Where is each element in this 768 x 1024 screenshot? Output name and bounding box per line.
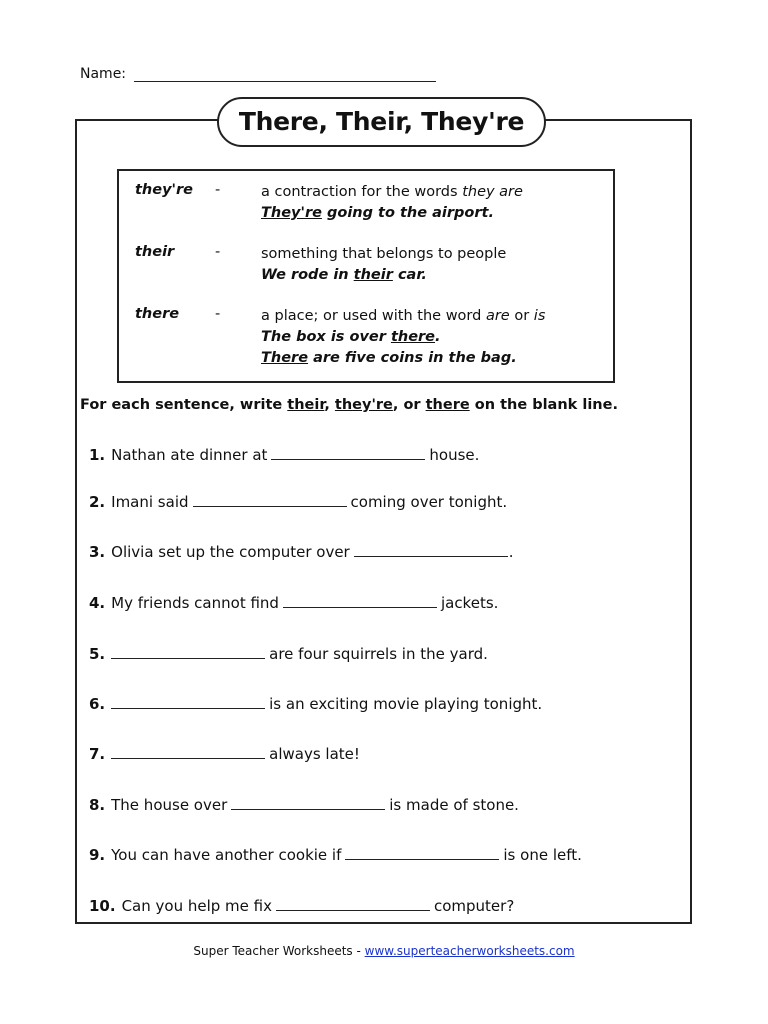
definition-dash: - xyxy=(215,244,221,260)
footer-text: Super Teacher Worksheets - xyxy=(193,944,365,958)
answer-blank[interactable] xyxy=(345,847,499,860)
question-5: 5. are four squirrels in the yard. xyxy=(89,645,488,663)
question-1: 1. Nathan ate dinner at house. xyxy=(89,446,480,464)
answer-blank[interactable] xyxy=(231,797,385,810)
footer xyxy=(0,944,768,958)
question-4: 4. My friends cannot find jackets. xyxy=(89,594,499,612)
worksheet-title: There, Their, They're xyxy=(217,97,546,147)
question-8: 8. The house over is made of stone. xyxy=(89,796,519,814)
answer-blank[interactable] xyxy=(271,447,425,460)
answer-blank[interactable] xyxy=(276,898,430,911)
instructions: For each sentence, write their, they're, or there on the blank line. xyxy=(80,397,618,413)
footer-link[interactable]: www.superteacherworksheets.com xyxy=(364,944,575,958)
answer-blank[interactable] xyxy=(193,494,347,507)
definition-dash: - xyxy=(215,182,221,198)
definition-meaning: something that belongs to people xyxy=(261,246,507,262)
definition-meaning: a contraction for the words they are xyxy=(261,184,523,200)
answer-blank[interactable] xyxy=(111,746,265,759)
definition-term: their xyxy=(135,244,175,260)
definition-meaning: a place; or used with the word are or is xyxy=(261,308,546,324)
name-field[interactable] xyxy=(134,81,436,82)
answer-blank[interactable] xyxy=(111,646,265,659)
question-10: 10. Can you help me fix computer? xyxy=(89,897,515,915)
answer-blank[interactable] xyxy=(111,696,265,709)
definition-term: there xyxy=(135,306,180,322)
question-9: 9. You can have another cookie if is one left. xyxy=(89,846,582,864)
definition-term: they're xyxy=(135,182,193,198)
definition-example: The box is over there. xyxy=(261,329,441,345)
definition-dash: - xyxy=(215,306,221,322)
name-label: Name: xyxy=(80,66,127,82)
question-2: 2. Imani said coming over tonight. xyxy=(89,493,508,511)
definition-example: There are five coins in the bag. xyxy=(261,350,517,366)
question-3: 3. Olivia set up the computer over . xyxy=(89,543,514,561)
answer-blank[interactable] xyxy=(283,595,437,608)
definition-example: They're going to the airport. xyxy=(261,205,494,221)
question-7: 7. always late! xyxy=(89,745,360,763)
definitions-box xyxy=(117,169,615,383)
answer-blank[interactable] xyxy=(354,544,508,557)
definition-example: We rode in their car. xyxy=(261,267,427,283)
question-6: 6. is an exciting movie playing tonight. xyxy=(89,695,543,713)
